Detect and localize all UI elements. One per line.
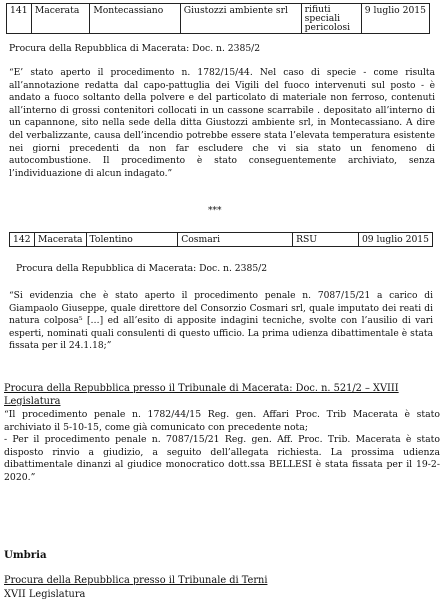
record-province: Macerata — [31, 4, 90, 34]
quote-paragraph: “Si evidenzia che è stato aperto il procedimento penale n. 7087/15/21 a carico di Giampaolo Giuseppe, quale direttore del Consorzio Cosmari srl, quale imputato dei reati di natura colposa⁵ […] ed all’esito di apposite indagini tecniche, svolte con l’ausilio di vari esperti, nominati quali consulenti di questo ufficio. La prima udienza dibattimentale è stata fissata per il 24.1.18;” — [9, 291, 433, 352]
quote-paragraph: “E’ stato aperto il procedimento n. 1782/15/44. Nel caso di specie - come risulta all’annotazione redatta dal capo-pattuglia dei Vigili del fuoco intervenuti sul posto - è andato a fuoco soltanto della polvere e del particolato di materiale non ferroso, contenuti all’interno di grossi contenitori collocati in un cassone scarrabile . depositato all’interno di un capannone, sito nella sede della ditta Giustozzi ambiente srl, in Montecassiano. A dire del verbalizzante, causa dell’incendio potrebbe essere stata l’elevata temperatura esistente nei giorni precedenti da non far escludere che vi sia stato un fenomeno di autocombustione. Il procedimento è stato conseguentemente archiviato, senza l’individuazione di alcun indagato.” — [9, 68, 435, 179]
source-citation: Procura della Repubblica di Macerata: Doc. n. 2385/2 — [16, 263, 268, 274]
record-waste-type: RSU — [293, 233, 359, 247]
quote-line: “Il procedimento penale n. 1782/44/15 Reg. gen. Affari Proc. Trib Macerata è stato archiviato il 5-10-15, come già comunicato con precedente nota; — [4, 409, 440, 433]
record-waste-type: rifiuti speciali pericolosi — [301, 4, 361, 34]
record-company: Cosmari — [178, 233, 293, 247]
record-date: 09 luglio 2015 — [358, 233, 432, 247]
record-municipality: Tolentino — [86, 233, 178, 247]
region-title: Umbria — [4, 549, 47, 561]
legislature-label: XVII Legislatura — [4, 589, 86, 600]
section-heading: Procura della Repubblica presso il Tribunale di Macerata: Doc. n. 521/2 – XVIII Legislatura — [4, 383, 399, 407]
quote-paragraph — [4, 409, 440, 485]
record-date: 9 luglio 2015 — [361, 4, 429, 34]
quote-line: - Per il procedimento penale n. 7087/15/21 Reg. gen. Aff. Proc. Trib. Macerata è stato disposto rinvio a giudizio, a seguito dell’allegata richiesta. La prossima udienza dibattimentale dinanzi al giudice monocratico dott.ssa BELLESI è stata fissata per il 19-2-2020.” — [4, 434, 440, 483]
record-municipality: Montecassiano — [90, 4, 180, 34]
section-heading: Procura della Repubblica presso il Tribunale di Terni — [4, 575, 268, 586]
section-separator: *** — [208, 206, 222, 216]
record-table-142 — [9, 232, 433, 247]
table-row — [7, 4, 430, 34]
record-table-141 — [6, 3, 430, 34]
record-number: 141 — [7, 4, 32, 34]
table-row — [10, 233, 433, 247]
record-number: 142 — [10, 233, 35, 247]
source-citation: Procura della Repubblica di Macerata: Doc. n. 2385/2 — [9, 43, 261, 54]
record-province: Macerata — [34, 233, 86, 247]
record-company: Giustozzi ambiente srl — [180, 4, 301, 34]
